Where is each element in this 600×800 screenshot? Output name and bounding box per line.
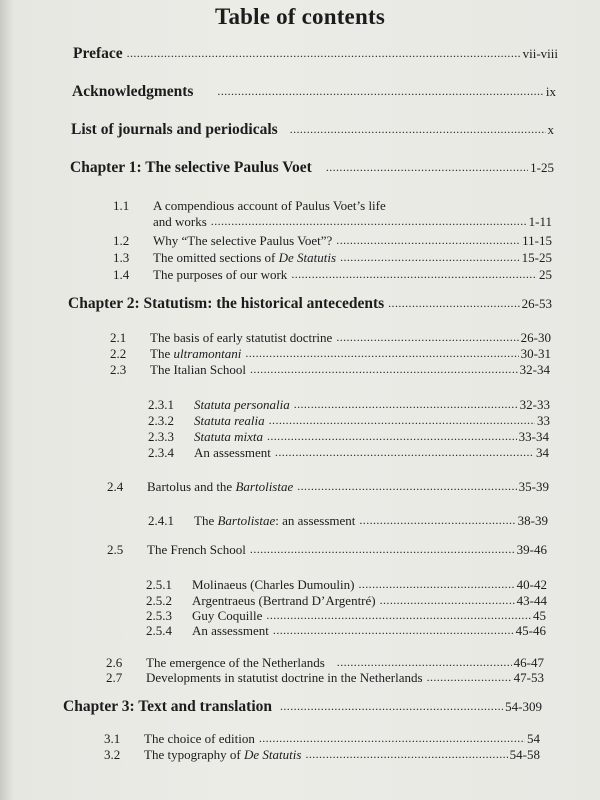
leader-dots <box>427 669 512 685</box>
toc-entry-chapter-1[interactable] <box>70 159 554 177</box>
leader-dots <box>211 213 527 229</box>
entry-number: 2.1 <box>110 330 127 345</box>
entry-number: 1.4 <box>113 267 130 282</box>
entry-label: The Italian School <box>150 362 247 377</box>
leader-dots <box>267 428 517 444</box>
entry-number: 2.5 <box>107 542 124 557</box>
entry-page: x <box>547 122 554 137</box>
entry-page: 35-39 <box>518 479 549 494</box>
leader-dots <box>359 512 515 528</box>
page-title: Table of contents <box>215 4 385 29</box>
entry-page: 45 <box>533 608 546 623</box>
entry-page: 46-47 <box>513 655 544 670</box>
entry-label: Developments in statutist doctrine in the Netherlands <box>146 670 423 685</box>
toc-entry-3-2[interactable] <box>104 747 540 763</box>
toc-entry-2-4-1[interactable] <box>148 513 548 529</box>
entry-number: 1.2 <box>113 233 130 248</box>
toc-entry-3-1[interactable] <box>104 731 540 747</box>
leader-dots <box>259 730 525 746</box>
entry-label: The omitted sections of De Statutis <box>153 250 337 265</box>
entry-number: 2.3.2 <box>148 413 174 428</box>
toc-entry-chapter-3[interactable] <box>63 698 542 716</box>
leader-dots <box>245 345 518 361</box>
entry-label: Statuta mixta <box>194 429 263 444</box>
entry-label: Chapter 3: Text and translation <box>63 698 272 715</box>
toc-entry-1-2[interactable] <box>113 233 552 249</box>
leader-dots <box>275 444 534 460</box>
entry-page: ix <box>545 84 556 99</box>
entry-label: Acknowledgments <box>72 83 194 100</box>
entry-page: 1-25 <box>530 160 554 175</box>
entry-label: Statuta personalia <box>194 397 290 412</box>
entry-number: 2.3.1 <box>148 397 174 412</box>
leader-dots <box>291 266 537 282</box>
entry-page: 45-46 <box>515 623 546 638</box>
entry-page: 32-33 <box>519 397 550 412</box>
entry-number: 2.5.2 <box>146 593 172 608</box>
leader-dots <box>273 622 514 638</box>
toc-entry-1-4[interactable] <box>113 267 552 283</box>
entry-page: 26-30 <box>520 330 551 345</box>
toc-entry-2-3-4[interactable] <box>148 445 549 461</box>
entry-page: 26-53 <box>521 296 552 311</box>
entry-label: Statuta realia <box>194 413 265 428</box>
entry-label: Argentraeus (Bertrand D’Argentré) <box>192 593 376 608</box>
entry-number: 1.1 <box>113 198 130 213</box>
entry-page: vii-viii <box>522 46 558 61</box>
leader-dots <box>269 412 535 428</box>
entry-label: The Bartolistae: an assessment <box>194 513 356 528</box>
toc-entry-2-5[interactable] <box>107 542 547 558</box>
toc-entry-1-1[interactable] <box>113 198 386 214</box>
toc-entry-2-3-2[interactable] <box>148 413 550 429</box>
entry-number: 2.6 <box>106 655 123 670</box>
entry-number: 2.5.3 <box>146 608 172 623</box>
entry-label: The purposes of our work <box>153 267 288 282</box>
entry-label: Chapter 2: Statutism: the historical antecedents <box>68 295 385 312</box>
entry-number: 2.4 <box>107 479 124 494</box>
entry-page: 34 <box>536 445 549 460</box>
entry-label: The ultramontani <box>150 346 242 361</box>
toc-entry-2-3-1[interactable] <box>148 397 550 413</box>
entry-label: Molinaeus (Charles Dumoulin) <box>192 577 355 592</box>
leader-dots <box>294 396 518 412</box>
entry-number: 3.2 <box>104 747 121 762</box>
toc-entry-2-5-1[interactable] <box>146 577 547 593</box>
entry-page: 54 <box>527 731 540 746</box>
entry-page: 1-11 <box>528 214 552 229</box>
entry-page: 11-15 <box>522 233 552 248</box>
toc-entry-acknowledgments[interactable] <box>72 83 556 101</box>
leader-dots <box>340 249 520 265</box>
leader-dots <box>336 329 518 345</box>
leader-dots <box>290 120 546 138</box>
entry-page: 33-34 <box>518 429 549 444</box>
toc-entry-2-4[interactable] <box>107 479 549 495</box>
entry-label: The choice of edition <box>144 731 255 746</box>
entry-label: Guy Coquille <box>192 608 263 623</box>
entry-label: The French School <box>147 542 246 557</box>
toc-entry-2-1[interactable] <box>110 330 551 346</box>
entry-number: 1.3 <box>113 250 130 265</box>
leader-dots <box>250 361 518 377</box>
leader-dots <box>127 44 521 62</box>
entry-page: 33 <box>537 413 550 428</box>
entry-page: 25 <box>539 267 552 282</box>
entry-page: 15-25 <box>521 250 552 265</box>
toc-entry-2-3[interactable] <box>110 362 550 378</box>
leader-dots <box>358 576 514 592</box>
leader-dots <box>217 82 543 100</box>
entry-page: 38-39 <box>517 513 548 528</box>
entry-page: 40-42 <box>516 577 547 592</box>
entry-number: 2.4.1 <box>148 513 174 528</box>
leader-dots <box>380 592 515 608</box>
entry-number: 2.3.4 <box>148 445 174 460</box>
entry-page: 32-34 <box>519 362 550 377</box>
entry-label: An assessment <box>192 623 269 638</box>
entry-label: Bartolus and the Bartolistae <box>147 479 294 494</box>
leader-dots <box>388 294 520 312</box>
entry-number: 3.1 <box>104 731 121 746</box>
entry-page: 54-58 <box>509 747 540 762</box>
leader-dots <box>337 654 512 670</box>
entry-label: Chapter 1: The selective Paulus Voet <box>70 159 312 176</box>
entry-number: 2.5.4 <box>146 623 172 638</box>
leader-dots <box>336 232 520 248</box>
toc-entry-2-2[interactable] <box>110 346 551 362</box>
toc-entry-chapter-2[interactable] <box>68 295 552 313</box>
toc-entry-preface[interactable] <box>73 45 558 63</box>
leader-dots <box>280 697 503 715</box>
entry-number: 2.7 <box>106 670 123 685</box>
entry-label: The typography of De Statutis <box>144 747 302 762</box>
entry-page: 43-44 <box>516 593 547 608</box>
toc-entry-2-7[interactable] <box>106 670 544 686</box>
leader-dots <box>297 478 516 494</box>
entry-label: and works <box>153 214 207 229</box>
entry-number: 2.3.3 <box>148 429 174 444</box>
entry-label: List of journals and periodicals <box>71 121 278 138</box>
entry-page: 30-31 <box>520 346 551 361</box>
toc-entry-2-3-3[interactable] <box>148 429 549 445</box>
entry-page: 54-309 <box>505 699 542 714</box>
entry-page: 47-53 <box>513 670 544 685</box>
entry-label: A compendious account of Paulus Voet’s life <box>153 198 386 213</box>
entry-number: 2.2 <box>110 346 127 361</box>
toc-entry-journals[interactable] <box>71 121 554 139</box>
leader-dots <box>250 541 515 557</box>
entry-label: Why “The selective Paulus Voet”? <box>153 233 333 248</box>
entry-label: The emergence of the Netherlands <box>146 655 325 670</box>
leader-dots <box>305 746 507 762</box>
entry-label: The basis of early statutist doctrine <box>150 330 333 345</box>
entry-page: 39-46 <box>516 542 547 557</box>
leader-dots <box>266 607 531 623</box>
toc-entry-2-5-4[interactable] <box>146 623 546 639</box>
leader-dots <box>326 158 528 176</box>
toc-entry-1-1-cont[interactable] <box>153 214 552 230</box>
entry-number: 2.5.1 <box>146 577 172 592</box>
entry-number: 2.3 <box>110 362 127 377</box>
entry-label: Preface <box>73 45 123 62</box>
toc-entry-1-3[interactable] <box>113 250 552 266</box>
entry-label: An assessment <box>194 445 271 460</box>
